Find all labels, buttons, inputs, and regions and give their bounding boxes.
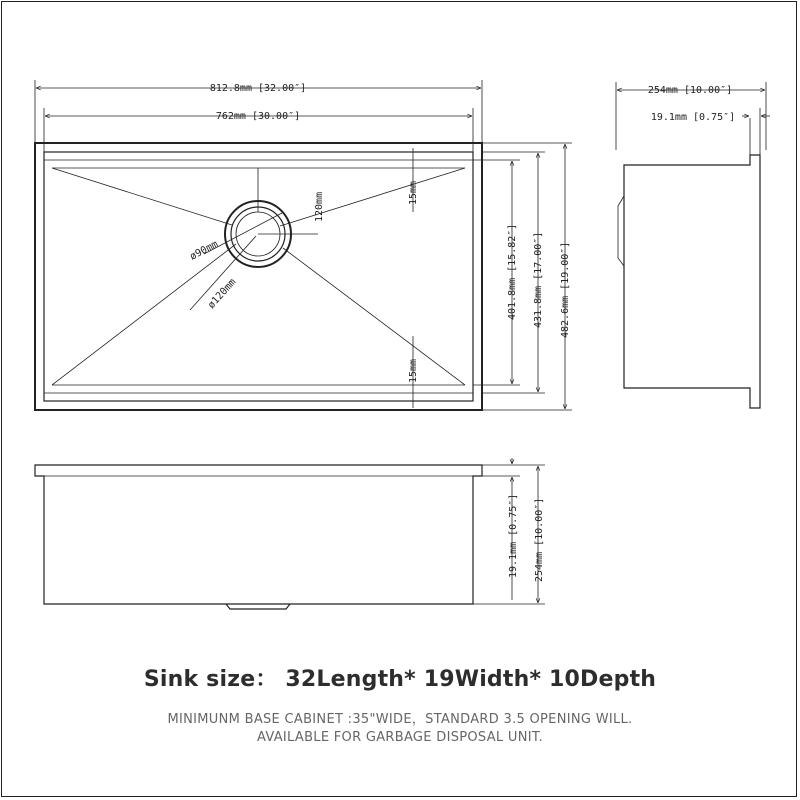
drain-offset-label: 120mm [314, 191, 325, 222]
width-extension-lines [473, 143, 572, 410]
cabinet-note-line-2: AVAILABLE FOR GARBAGE DISPOSAL UNIT. [256, 730, 543, 745]
front-view [35, 458, 545, 609]
cabinet-note-line-1: MINIMUNM BASE CABINET :35"WIDE，STANDARD 3.5 OPENING WILL. [167, 712, 633, 727]
front-drain-outlet [226, 604, 290, 609]
side-view [616, 82, 770, 408]
front-flange-label: 19.1mm [0.75″] [508, 493, 519, 578]
side-flange-label: 19.1mm [0.75″] [650, 112, 736, 123]
front-depth-label: 254mm [10.00″] [534, 497, 545, 582]
bowl-width-label: 401.8mm [15.82″] [507, 223, 518, 320]
side-flange-extension-lines [750, 108, 760, 160]
top-view [35, 80, 572, 410]
side-depth-label: 254mm [10.00″] [647, 85, 733, 96]
drain-inner-label: ø90mm [188, 238, 220, 263]
overall-width-label: 482.6mm [19.00″] [560, 241, 571, 338]
ledge-top-label: 15mm [408, 180, 419, 205]
side-profile [624, 155, 760, 408]
overall-length-label: 812.8mm [32.00″] [209, 83, 307, 94]
top-ledge [44, 160, 473, 168]
drain-offset-line [258, 168, 318, 234]
front-profile [35, 465, 482, 604]
inner-width-label: 431.8mm [17.00″] [533, 231, 544, 328]
bowl-length-label: 762mm [30.00″] [215, 111, 301, 122]
sink-size-title: Sink size： 32Length* 19Width* 10Depth [143, 667, 657, 692]
ledge-bottom-label: 15mm [408, 358, 419, 383]
side-drain-bump [618, 196, 624, 266]
drain-outer-label: ø120mm [206, 276, 239, 312]
bottom-ledge [44, 385, 473, 393]
